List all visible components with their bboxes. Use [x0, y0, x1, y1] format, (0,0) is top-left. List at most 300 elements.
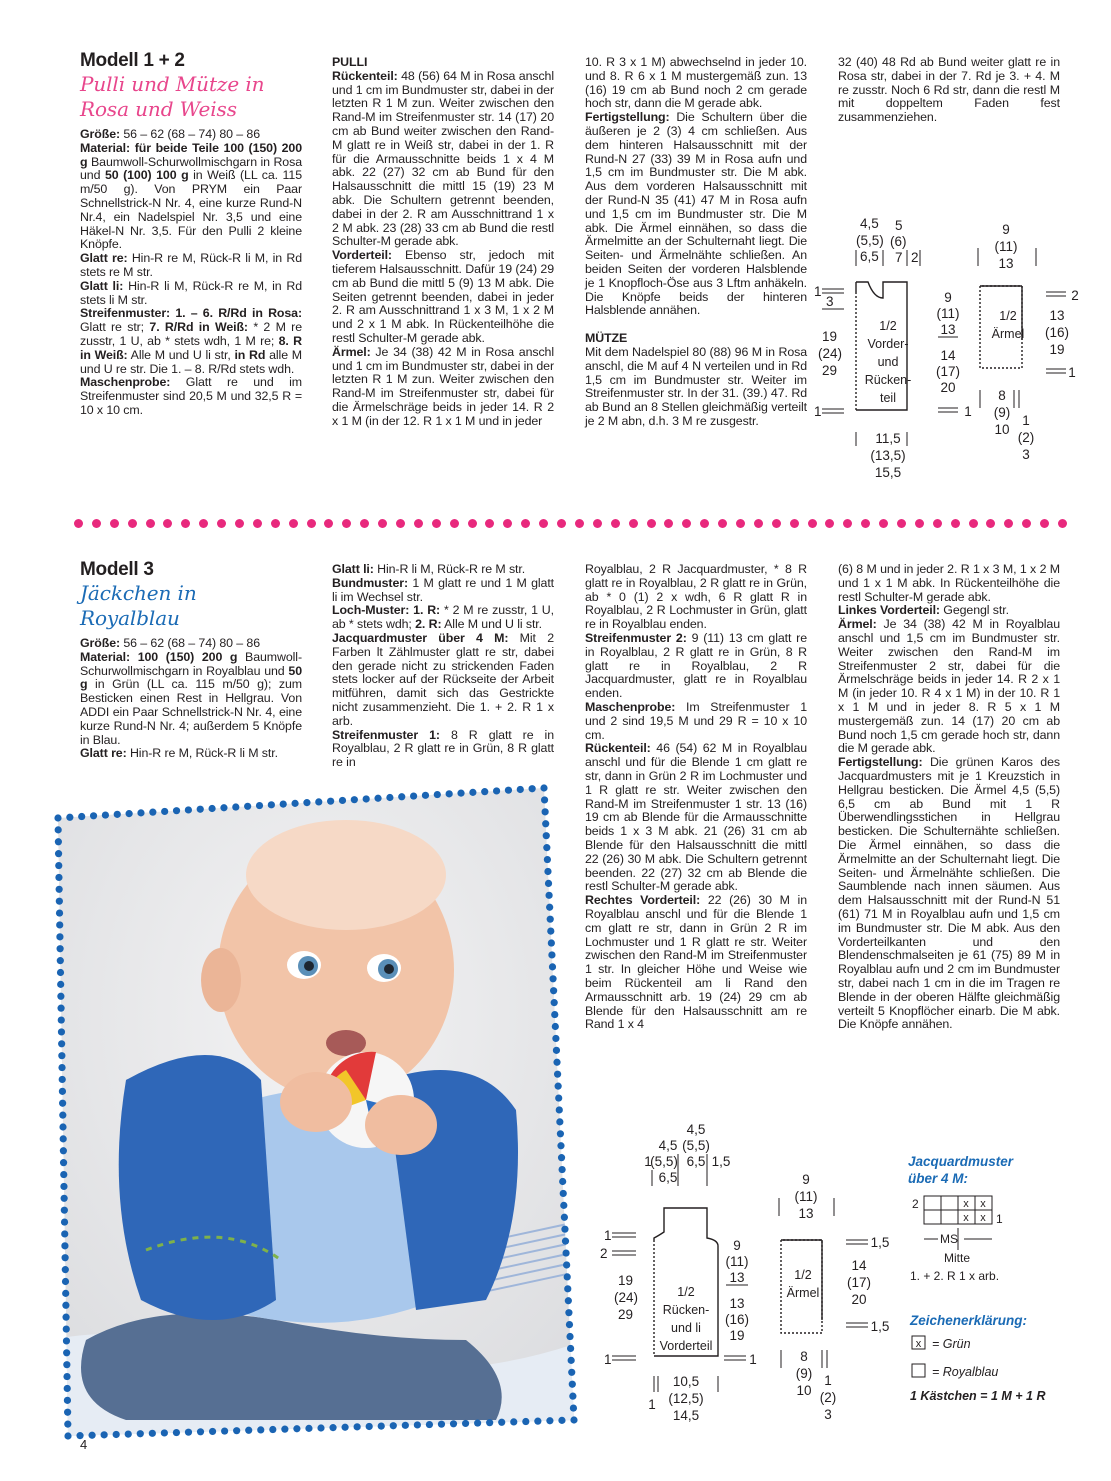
frame-dot	[568, 1357, 575, 1364]
frame-dot	[547, 927, 554, 934]
separator-dot	[682, 519, 691, 528]
frame-dot	[386, 794, 393, 801]
model3-subtitle-line1: Jäckchen in	[80, 581, 197, 605]
frame-dot	[327, 798, 334, 805]
pulli-aermel-cont: 10. R 3 x 1 M) abwechselnd in jeder 10. und 8. R 6 x 1 M mustergemäß zun. 13 (16) 19 cm ab Bund noch 2 cm gerade hoch str, dann die M gerade abk.	[585, 55, 807, 111]
d1-bottom-0: 11,5	[875, 431, 901, 446]
d1-top-a-2: 6,5	[860, 249, 879, 264]
frame-dot	[125, 1430, 132, 1437]
frame-dot	[256, 802, 263, 809]
separator-dot	[790, 519, 799, 528]
frame-dot	[61, 1242, 68, 1249]
d1-sleeve-label-1: Ärmel	[991, 327, 1025, 341]
d1-mid-4: (17)	[935, 364, 961, 379]
separator-dot	[736, 519, 745, 528]
pulli-column	[332, 56, 554, 429]
legend-row2: 2	[912, 1197, 919, 1211]
d2-sleeve-bottom-b-2: 3	[824, 1407, 832, 1422]
d2-left-d: 1	[604, 1352, 612, 1367]
frame-dot	[374, 795, 381, 802]
separator-dot	[647, 519, 656, 528]
separator-dot	[629, 519, 638, 528]
frame-dot	[557, 1130, 564, 1137]
frame-dot	[60, 1147, 67, 1154]
muetze-cont: 32 (40) 48 Rd ab Bund weiter glatt re in Rosa str, dabei in der 7. Rd je 3. + 4. M re zusstr. Noch 6 Rd str, dann die restl M mit doppeltem Faden fest zusammenziehen.	[838, 55, 1060, 125]
d2-mid-1: (11)	[725, 1254, 749, 1269]
frame-dot	[541, 796, 548, 803]
frame-dot	[56, 921, 63, 928]
frame-dot	[63, 1325, 70, 1332]
frame-dot	[57, 993, 64, 1000]
frame-dot	[549, 963, 556, 970]
frame-dot	[550, 987, 557, 994]
d2-sleeve-bottom-b-1: (2)	[819, 1390, 837, 1405]
model12-maschenprobe: Maschenprobe: Glatt re und im Streifenmuster sind 20,5 M und 32,5 R = 10 x 10 cm.	[80, 375, 302, 417]
d1-top-b-1: (6)	[890, 234, 907, 249]
d2-left-c-2: 29	[618, 1307, 634, 1322]
frame-dot	[339, 797, 346, 804]
frame-dot	[58, 1052, 65, 1059]
frame-dot	[438, 1421, 445, 1428]
d1-sleeve-label-0: 1/2	[999, 309, 1017, 323]
frame-dot	[544, 856, 551, 863]
frame-dot	[558, 1417, 565, 1424]
separator-dot	[181, 519, 190, 528]
frame-dot	[197, 806, 204, 813]
separator-dot	[843, 519, 852, 528]
model3-bundmuster: Bundmuster: 1 M glatt re und 1 M glatt li im Wechsel str.	[332, 575, 554, 604]
legend-mitte: Mitte	[944, 1251, 971, 1265]
frame-dot	[101, 1431, 108, 1438]
model12-subtitle-line2: Rosa und Weiss	[80, 97, 237, 121]
model3-streifen2: Streifenmuster 2: 9 (11) 13 cm glatt re in Royalblau, 2 R glatt re in Grün, 8 R glatt re in Royalblau, 2 R Jacquardmuster, glatt re in Royalblau enden.	[585, 630, 807, 701]
frame-dot	[185, 806, 192, 813]
model3-streifen1: Streifenmuster 1: 8 R glatt re in Royalblau, 2 R glatt re in Grün, 8 R glatt re in	[332, 727, 554, 770]
frame-dot	[62, 1254, 69, 1261]
d2-sleeve-bottom-b-0: 1	[824, 1373, 832, 1388]
frame-dot	[55, 850, 62, 857]
frame-dot	[565, 1297, 572, 1304]
frame-dot	[557, 1142, 564, 1149]
separator-dot	[1058, 519, 1067, 528]
frame-dot	[546, 904, 553, 911]
frame-dot	[565, 1309, 572, 1316]
d2-sleeve-top-2: 13	[798, 1206, 814, 1221]
svg-text:x: x	[980, 1212, 986, 1224]
frame-dot	[220, 804, 227, 811]
frame-dot	[58, 1040, 65, 1047]
separator-dot	[271, 519, 280, 528]
frame-dot	[55, 874, 62, 881]
frame-dot	[446, 790, 453, 797]
jacket-schematic	[596, 1120, 896, 1430]
model12-glatt-li: Glatt li: Hin-R li M, Rück-R re M, in Rd stets li M str.	[80, 278, 303, 307]
d1-mid-1: (11)	[936, 306, 960, 321]
legend-gruen: = Grün	[932, 1337, 971, 1351]
d1-left-d: 1	[814, 404, 822, 419]
d1-sleeve-top-0: 9	[1002, 222, 1010, 237]
separator-dot	[521, 519, 530, 528]
d1-sleeve-bottom-b-2: 3	[1022, 447, 1030, 462]
frame-dot	[540, 784, 547, 791]
pulli-vorderteil: Vorderteil: Ebenso str, jedoch mit tieferem Halsausschnitt. Dafür 19 (24) 29 cm ab Bund die mittl 5 (9) 13 M abk. Die Seiten getrennt beenden, dabei in jeder 2. R am Ausschnittrand 1 x 3 M, 1 x 2 M und 2 x 1 M abk. In Rückenteilhöhe die restl Schulter-M gerade abk.	[332, 248, 554, 345]
pulli-fertigstellung: Fertigstellung: Die Schultern über die äußeren je 2 (3) 4 cm schließen. Aus dem hinteren Halsausschnitt mit der Rund-N 27 (33) 39 M in Rosa aufn und 1,5 cm im Bundmuster str. Die M abk. Aus dem vorderen Halsausschnitt mit der Rund-N 35 (41) 47 M in Rosa aufn und 1,5 cm im Bundmuster str. Die M abk. Die Ärmel einnähen, so dass die Ärmelmitte an der Schulternaht liegt. Die Seiten- und Ärmelnähte schließen. An beiden Seiten der vorderen Halsblende je 1 Knopfloch-Öse aus 3 Lftm anhäkeln. Die Knöpfe beids der hinteren Halsblende annähen.	[585, 110, 807, 318]
d2-mid-3: 13	[729, 1296, 745, 1311]
frame-dot	[62, 1302, 69, 1309]
frame-dot	[63, 1337, 70, 1344]
d2-sleeve-right-4: 1,5	[870, 1319, 890, 1334]
frame-dot	[510, 1418, 517, 1425]
frame-dot	[56, 886, 63, 893]
d2-top-b-0: 4,5	[686, 1122, 706, 1137]
frame-dot	[570, 1404, 577, 1411]
separator-dot	[1004, 519, 1013, 528]
frame-dot	[542, 808, 549, 815]
frame-dot	[62, 1278, 69, 1285]
pulli-schematic	[808, 210, 1098, 485]
frame-dot	[61, 1218, 68, 1225]
model12-glatt-re: Glatt re: Hin-R re M, Rück-R li M, in Rd stets re M str.	[80, 251, 302, 279]
frame-dot	[559, 1166, 566, 1173]
frame-dot	[434, 791, 441, 798]
frame-dot	[293, 1425, 300, 1432]
model3-column	[80, 559, 302, 761]
frame-dot	[553, 1059, 560, 1066]
d1-top-b-0: 5	[895, 218, 903, 233]
frame-dot	[59, 1088, 66, 1095]
d2-body-1: Rücken-	[662, 1303, 710, 1317]
frame-dot	[402, 1422, 409, 1429]
frame-dot	[426, 1421, 433, 1428]
d1-body-0: 1/2	[879, 319, 897, 333]
frame-dot	[208, 805, 215, 812]
separator-dot	[396, 519, 405, 528]
frame-dot	[280, 800, 287, 807]
d2-top-a-1: (5,5)	[650, 1154, 678, 1169]
separator-dot	[1040, 519, 1049, 528]
d1-left-c-0: 19	[822, 329, 838, 344]
d1-sleeve-bottom-b-0: 1	[1022, 413, 1030, 428]
d1-sleeve-bottom-a-1: (9)	[993, 405, 1011, 420]
frame-dot	[469, 789, 476, 796]
frame-dot	[564, 1285, 571, 1292]
d1-sleeve-right-2: (16)	[1044, 325, 1070, 340]
baby-photo	[46, 780, 586, 1450]
frame-dot	[185, 1429, 192, 1436]
model3-glatt-re: Glatt re: Hin-R re M, Rück-R li M str.	[80, 746, 278, 761]
d2-sleeve-right-3: 20	[851, 1292, 867, 1307]
model12-material: Material: für beide Teile 100 (150) 200 g Baumwoll-Schurwollmischgarn in Rosa und 50 (100) 100 g in Weiß (LL ca. 115 m/50 g). Von PRYM ein Paar Schnellstrick-N Nr. 4, eine kurze Rund-N Nr.4, ein Nadelspiel Nr. 3,5 und eine Häkel-N Nr. 3,5. Für den Pulli 2 kleine Knöpfe.	[80, 140, 302, 252]
separator-dot	[289, 519, 298, 528]
separator-dot	[718, 519, 727, 528]
pulli-rueckenteil: Rückenteil: 48 (56) 64 M in Rosa anschl und 1 cm im Bundmuster str, dabei in der letzten R 1 M zun. Weiter zwischen den Rand-M im Streifenmuster str. 14 (17) 20 cm ab Bund weiter zwischen den Rand-M glatt re in Weiß str, dabei in der 1. R für die Armausschnitte beids 1 x 4 M abk. 22 (27) 32 cm ab Bund für den Halsausschnitt die mittl 15 (19) 23 M abk. Die Schultern getrennt beenden, dabei in der 2. R am Ausschnittrand 1 x 2 M abk. 23 (28) 33 cm ab Bund die restl Schulter-M gerade abk.	[332, 68, 554, 249]
separator-dot	[986, 519, 995, 528]
frame-dot	[542, 820, 549, 827]
frame-dot	[59, 1123, 66, 1130]
separator-dot	[575, 519, 584, 528]
frame-dot	[56, 909, 63, 916]
frame-dot	[173, 807, 180, 814]
frame-dot	[62, 1266, 69, 1273]
frame-dot	[57, 945, 64, 952]
d2-top-c-0: 1	[644, 1154, 652, 1169]
frame-dot	[113, 1431, 120, 1438]
frame-dot	[59, 1100, 66, 1107]
d1-sleeve-top-1: (11)	[994, 239, 1018, 254]
separator-dot	[253, 519, 262, 528]
muetze-column-4	[838, 56, 1060, 125]
frame-dot	[64, 1421, 71, 1428]
model3-column-4	[838, 563, 1060, 1032]
frame-dot	[61, 1207, 68, 1214]
model3-rueckenteil: Rückenteil: 46 (54) 62 M in Royalblau anschl und für die Blende 1 cm glatt re str, dann in Grün 2 R im Lochmuster und 1 R glatt re str. Weiter zwischen den Rand-M im Streifenmuster 1 str. 13 (16) 19 cm ab Blende für die Armausschnitte beids 1 x 3 M abk. 21 (26) 31 cm ab Blende für den Halsausschnitt die mittl 22 (26) 30 M abk. Die Schultern getrennt beenden. 22 (27) 32 cm ab Blende die restl Schulter-M gerade abk.	[585, 741, 807, 894]
legend-royal: = Royalblau	[932, 1365, 999, 1379]
d1-sleeve-right-1: 13	[1049, 308, 1065, 323]
legend-zeichen-title: Zeichenerklärung:	[910, 1313, 1028, 1328]
d2-sleeve-right-0: 1,5	[870, 1235, 890, 1250]
d2-sleeve-label-1: Ärmel	[786, 1286, 820, 1300]
d2-sleeve-top-0: 9	[802, 1172, 810, 1187]
frame-dot	[562, 1238, 569, 1245]
frame-dot	[55, 862, 62, 869]
frame-dot	[257, 1426, 264, 1433]
frame-dot	[422, 792, 429, 799]
separator-dot	[163, 519, 172, 528]
d1-mid-2: 13	[940, 322, 956, 337]
separator-dot	[324, 519, 333, 528]
d1-top-a-1: (5,5)	[856, 233, 884, 248]
d2-sleeve-label-0: 1/2	[794, 1268, 812, 1282]
d2-bottom-a-0: 10,5	[672, 1374, 700, 1389]
d2-mid-0: 9	[733, 1238, 741, 1253]
frame-dot	[102, 811, 109, 818]
frame-dot	[561, 1226, 568, 1233]
frame-dot	[498, 1419, 505, 1426]
frame-dot	[567, 1345, 574, 1352]
frame-dot	[529, 785, 536, 792]
frame-dot	[548, 951, 555, 958]
frame-dot	[545, 892, 552, 899]
frame-dot	[59, 1076, 66, 1083]
frame-dot	[57, 1005, 64, 1012]
frame-dot	[315, 798, 322, 805]
d2-body-2: und li	[671, 1321, 701, 1335]
separator-dot	[360, 519, 369, 528]
d2-top-b-2: 6,5	[686, 1154, 706, 1169]
frame-dot	[556, 1106, 563, 1113]
frame-dot	[549, 975, 556, 982]
frame-dot	[351, 796, 358, 803]
legend-jac-title-1: Jacquardmuster	[908, 1154, 1014, 1169]
model3-material: Material: 100 (150) 200 g Baumwoll-Schurwollmischgarn in Royalblau und 50 g in Grün (LL ca. 115 m/50 g); zum Besticken einen Rest in Hellgrau. Von ADDI ein Paar Schnellstrick-N Nr. 4, eine kurze Rund-N Nr. 4; außerdem 5 Knöpfe in Blau.	[80, 649, 302, 747]
frame-dot	[56, 933, 63, 940]
frame-dot	[568, 1369, 575, 1376]
d2-top-a-0: 4,5	[658, 1138, 678, 1153]
frame-dot	[63, 1349, 70, 1356]
frame-dot	[291, 800, 298, 807]
frame-dot	[493, 787, 500, 794]
separator-dot	[146, 519, 155, 528]
model3-jacquard: Jacquardmuster über 4 M: Mit 2 Farben lt Zählmuster glatt re str, dabei den gerade nicht zu strickenden Faden stets locker auf der Rückseite der Arbeit mitführen, damit sich das Gestrickte nicht zusammenzieht. Die 1. + 2. R 1 x arb.	[332, 630, 554, 728]
separator-dot	[503, 519, 512, 528]
frame-dot	[522, 1418, 529, 1425]
frame-dot	[558, 1154, 565, 1161]
muetze-text: Mit dem Nadelspiel 80 (88) 96 M in Rosa anschl, die M auf 4 N verteilen und in Rd 1,5 cm im Bundmuster str. Weiter im Streifenmuster str. In der 31. (39.) 47. Rd ab Bund an 8 Stellen gleichmäßig verteilt je 2 M abn, d.h. 3 M re zusgestr.	[585, 344, 807, 428]
d2-bottom-a-2: 14,5	[672, 1408, 700, 1423]
frame-dot	[562, 1249, 569, 1256]
model3-linkes-vorderteil: Linkes Vorderteil: Gegengl str.	[838, 603, 1009, 618]
d1-sleeve-top-2: 13	[998, 256, 1014, 271]
d1-left-c-1: (24)	[818, 346, 843, 361]
frame-dot	[161, 808, 168, 815]
svg-text:x: x	[980, 1198, 986, 1210]
frame-dot	[232, 803, 239, 810]
d1-sleeve-bottom-a-0: 8	[998, 388, 1006, 403]
d2-body-3: Vorderteil	[659, 1339, 713, 1353]
frame-dot	[329, 1424, 336, 1431]
frame-dot	[62, 1314, 69, 1321]
frame-dot	[563, 1261, 570, 1268]
muetze-heading: MÜTZE	[585, 331, 628, 346]
d2-sleeve-right-2: (17)	[846, 1275, 872, 1290]
frame-dot	[209, 1428, 216, 1435]
frame-dot	[60, 1159, 67, 1166]
model3-column-2	[332, 563, 554, 770]
d1-left-c-2: 29	[822, 363, 838, 378]
separator-dot	[128, 519, 137, 528]
separator-dot	[915, 519, 924, 528]
d2-bottom-b: 1	[648, 1397, 656, 1412]
d2-top-b-1: (5,5)	[682, 1138, 710, 1153]
separator-dot	[611, 519, 620, 528]
separator-dot	[92, 519, 101, 528]
d2-left-a-1: 2	[600, 1246, 608, 1261]
d1-left-a: 1	[814, 284, 822, 299]
frame-dot	[64, 1409, 71, 1416]
frame-dot	[561, 1214, 568, 1221]
d2-bottom-a-1: (12,5)	[668, 1391, 704, 1406]
frame-dot	[569, 1393, 576, 1400]
frame-dot	[57, 981, 64, 988]
model12-column	[80, 50, 302, 418]
d1-sleeve-right-0: 2	[1071, 288, 1079, 303]
frame-dot	[566, 1321, 573, 1328]
frame-dot	[559, 1178, 566, 1185]
frame-dot	[62, 1290, 69, 1297]
model3-rv-cont: (6) 8 M und in jeder 2. R 1 x 3 M, 1 x 2 M und 1 x 1 M abk. In Rückenteilhöhe die restl Schulter-M gerade abk.	[838, 562, 1060, 604]
frame-dot	[60, 1171, 67, 1178]
frame-dot	[64, 1397, 71, 1404]
d2-left-c-1: (24)	[614, 1290, 639, 1305]
separator-dot	[110, 519, 119, 528]
model12-title: Modell 1 + 2	[80, 50, 185, 71]
d1-bottom-2: 15,5	[874, 465, 902, 480]
frame-dot	[221, 1427, 228, 1434]
legend-note: 1. + 2. R 1 x arb.	[910, 1269, 1000, 1283]
frame-dot	[60, 1135, 67, 1142]
separator-dot	[754, 519, 763, 528]
legend-ms: MS	[940, 1232, 958, 1246]
separator-dot	[217, 519, 226, 528]
separator-dot	[664, 519, 673, 528]
frame-dot	[56, 898, 63, 905]
separator-dot	[897, 519, 906, 528]
frame-dot	[462, 1420, 469, 1427]
d2-top-c-1: 1,5	[711, 1154, 731, 1169]
frame-dot	[269, 1426, 276, 1433]
legend-jac-title-2: über 4 M:	[908, 1171, 969, 1186]
d1-sleeve-bottom-a-2: 10	[994, 422, 1010, 437]
d2-sleeve-bottom-a-1: (9)	[795, 1366, 813, 1381]
separator-dot	[879, 519, 888, 528]
frame-dot	[390, 1422, 397, 1429]
frame-dot	[57, 957, 64, 964]
separator-dot	[307, 519, 316, 528]
separator-dot	[1022, 519, 1031, 528]
frame-dot	[281, 1426, 288, 1433]
frame-dot	[543, 832, 550, 839]
frame-dot	[366, 1423, 373, 1430]
frame-dot	[551, 999, 558, 1006]
frame-dot	[481, 788, 488, 795]
legend-kaestchen: 1 Kästchen = 1 M + 1 R	[910, 1389, 1046, 1403]
d1-top-c: 2	[911, 250, 919, 265]
frame-dot	[303, 799, 310, 806]
svg-text:x: x	[963, 1212, 969, 1224]
frame-dot	[149, 809, 156, 816]
separator-dot	[485, 519, 494, 528]
model12-subtitle-line1: Pulli und Mütze in	[80, 72, 265, 96]
frame-dot	[398, 793, 405, 800]
frame-dot	[60, 1183, 67, 1190]
frame-dot	[305, 1425, 312, 1432]
frame-dot	[547, 916, 554, 923]
frame-dot	[57, 969, 64, 976]
frame-dot	[245, 1427, 252, 1434]
frame-dot	[560, 1202, 567, 1209]
d1-mid-6: 1	[964, 404, 972, 419]
d1-sleeve-right-3: 19	[1049, 342, 1065, 357]
model3-title: Modell 3	[80, 559, 154, 580]
frame-dot	[161, 1429, 168, 1436]
frame-dot	[61, 1195, 68, 1202]
frame-dot	[114, 811, 121, 818]
frame-dot	[341, 1424, 348, 1431]
frame-dot	[551, 1011, 558, 1018]
frame-dot	[378, 1422, 385, 1429]
model3-subtitle-line2: Royalblau	[80, 606, 180, 630]
frame-dot	[149, 1430, 156, 1437]
separator-dot	[933, 519, 942, 528]
section-separator-dots	[78, 519, 1062, 531]
frame-dot	[546, 1417, 553, 1424]
d1-body-2: und	[877, 355, 899, 369]
frame-dot	[137, 809, 144, 816]
frame-dot	[58, 1028, 65, 1035]
frame-dot	[457, 790, 464, 797]
model3-column-3	[585, 563, 807, 1032]
d1-sleeve-bottom-b-1: (2)	[1017, 430, 1035, 445]
frame-dot	[66, 814, 73, 821]
frame-dot	[63, 1373, 70, 1380]
separator-dot	[700, 519, 709, 528]
model3-glatt-li: Glatt li: Hin-R li M, Rück-R re M str.	[332, 562, 526, 576]
model3-rechtes-vorderteil: Rechtes Vorderteil: 22 (26) 30 M in Royalblau anschl und für die Blende 1 cm glatt re str, dann in Grün 2 R im Lochmuster und 1 R glatt re str. Weiter zwischen den Rand-M im Streifenmuster 1 str. In gleicher Höhe und Weise wie beim Rückenteil am li Rand den Armausschnitt arb. 19 (24) 29 cm ab Blende für den Halsausschnitt am re Rand 1 x 4	[585, 893, 807, 1032]
model12-streifenmuster: Streifenmuster: 1. – 6. R/Rd in Rosa: Glatt re str; 7. R/Rd in Weiß: * 2 M re zusstr, 1 U, ab * stets wdh, 1 M re; 8. R in Weiß: Alle M und U li str, in Rd alle M und U re str. Die 1. – 8. R/Rd stets wdh.	[80, 306, 302, 376]
frame-dot	[505, 787, 512, 794]
separator-dot	[199, 519, 208, 528]
frame-dot	[414, 1421, 421, 1428]
